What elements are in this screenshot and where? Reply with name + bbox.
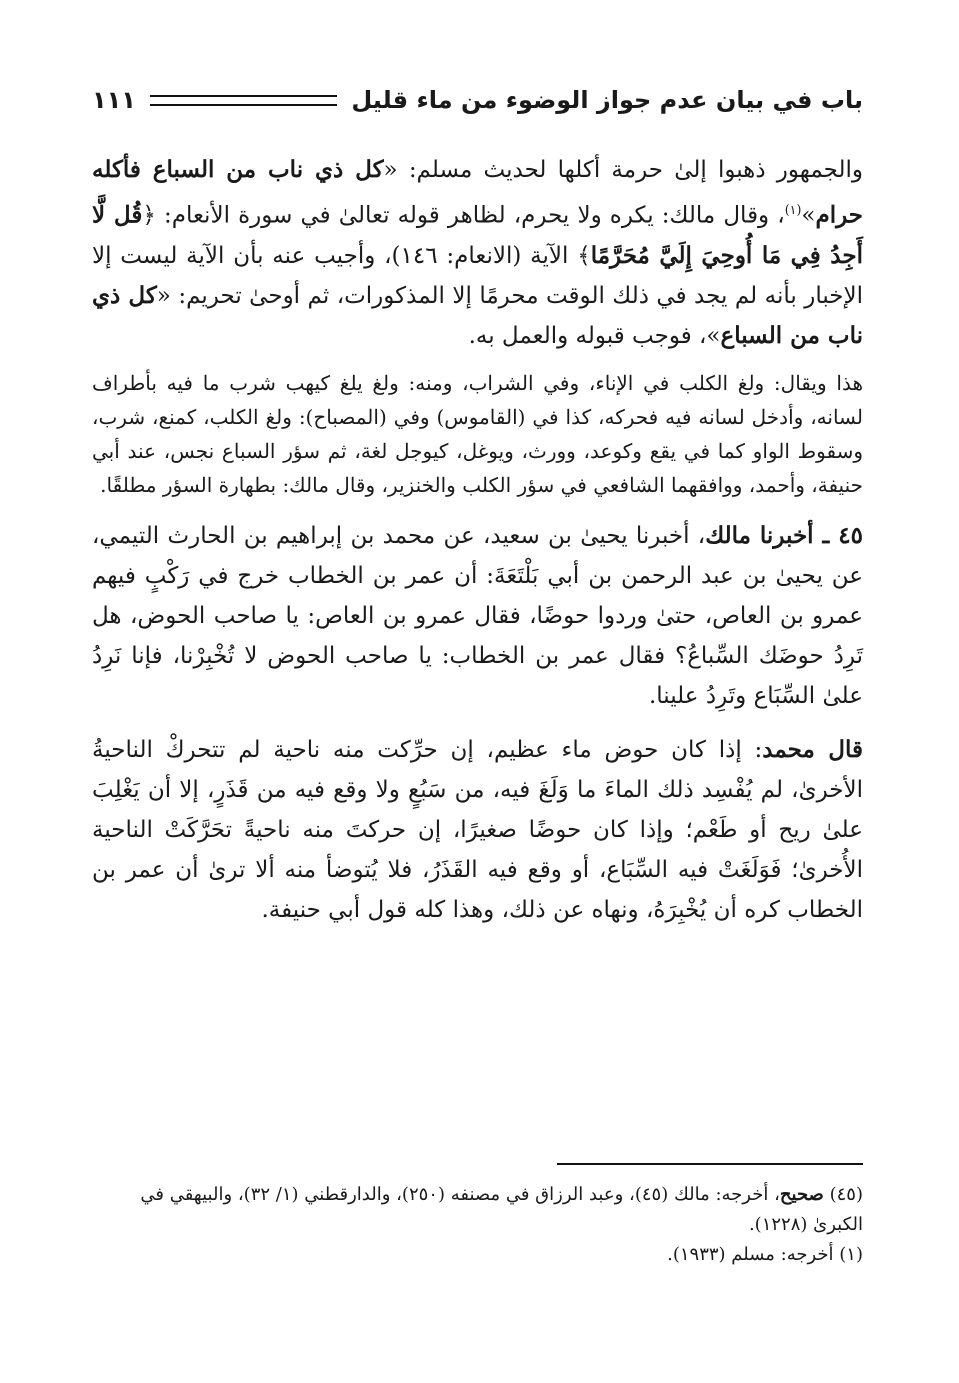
footnote-reference: (١) (784, 202, 802, 217)
paragraph-muhammad-commentary (92, 730, 863, 930)
paragraph-text: ، أخبرنا يحيىٰ بن سعيد، عن محمد بن إبراهيم بن الحارث التيمي، عن يحيىٰ بن عبد الرحمن بن أبي بَلْتَعَةَ: أن عمر بن الخطاب خرج في رَكْبٍ فيهم عمرو بن العاص، حتىٰ وردوا حوضًا، فقال عمرو بن العاص: يا صاحب الحوض، هل تَرِدُ حوضَك السِّباعُ؟ فقال عمر بن الخطاب: يا صاحب الحوض لا تُخْبِرْنا، فإنا نَرِدُ علىٰ السِّبَاع وتَرِدُ علينا. (92, 522, 863, 709)
hadith-quote: كل ذي ناب من السباع فأكله حرام (92, 156, 864, 229)
paragraph-hadith-45 (92, 516, 863, 716)
footnotes (92, 1180, 863, 1270)
footnote-text: ، أخرجه: مالك (٤٥)، وعبد الرزاق في مصنفه (٢٥٠)، والدارقطني (١/ ٣٢)، والبيهقي في الكبرىٰ (١٢٢٨). (140, 1184, 863, 1235)
main-text (92, 150, 863, 930)
paragraph-majority-opinion (92, 150, 863, 356)
paragraph-text: ﴾ الآية (الانعام: ١٤٦)، وأجيب عنه بأن الآية ليست إلا الإخبار بأنه لم يجد في ذلك الوقت محرمًا إلا المذكورات، ثم أوحىٰ تحريم: « (92, 242, 863, 309)
footnote-text: (١) أخرجه: مسلم (١٩٣٣). (667, 1244, 863, 1265)
chapter-title: باب في بيان عدم جواز الوضوء من ماء قليل (351, 86, 863, 114)
footnote-45 (92, 1180, 863, 1240)
paragraph-text: ، وقال مالك: يكره ولا يحرم، لظاهر قوله تعالىٰ في سورة الأنعام: ﴿ (142, 202, 785, 229)
paragraph-text: : إذا كان حوض ماء عظيم، إن حرِّكت منه ناحية لم تتحركْ الناحيةُ الأخرىٰ، لم يُفْسِد ذلك الماءَ ما وَلَغَ فيه، من سَبُعٍ ولا وقع فيه من قَذَرٍ، إلا أن يَغْلِبَ علىٰ ريح أو طَعْم؛ وإذا كان حوضًا صغيرًا، إن حركتَ منه ناحيةً تحَرَّكَتْ الناحية الأُخرىٰ؛ فَوَلَغَتْ فيه السِّبَاع، أو وقع فيه القَذَرُ، فلا يُتوضأ منه ألا ترىٰ أن عمر بن الخطاب كره أن يُخْبِرَهُ، ونهاه عن ذلك، وهذا كله قول أبي حنيفة. (92, 736, 863, 923)
quran-verse: قُل لَّا أَجِدُ فِي مَا أُوحِيَ إِلَيَّ مُحَرَّمًا (92, 201, 863, 269)
page-header (92, 80, 863, 120)
hadith-quote: كل ذي ناب من السباع (92, 281, 863, 349)
footnote-number: (٤٥) (829, 1184, 863, 1205)
commentary-lead: قال محمد (762, 735, 863, 763)
footnote-separator (557, 1163, 863, 1165)
page-number: ١١١ (92, 86, 136, 114)
paragraph-lexical-note (92, 366, 863, 502)
hadith-number-narrator: ٤٥ ـ أخبرنا مالك (705, 521, 863, 549)
paragraph-text: »، فوجب قبوله والعمل به. (468, 322, 721, 349)
header-double-rule (150, 95, 337, 106)
grading-label: صحيح (779, 1184, 824, 1205)
paragraph-text: » (801, 202, 816, 229)
footnote-1 (92, 1240, 863, 1270)
paragraph-text: هذا ويقال: ولغ الكلب في الإناء، وفي الشراب، ومنه: ولغ يلغ كيهب شرب ما فيه بأطراف لسانه، وأدخل لسانه فيه فحركه، كذا في (القاموس) وفي (المصباح): ولغ الكلب، كمنع، شرب، وسقوط الواو كما في يقع وكوعد، وورث، ويوغل، كيوجل لغة، ثم سؤر السباع نجس، عند أبي حنيفة، وأحمد، ووافقهما الشافعي في سؤر الكلب والخنزير، وقال مالك: بطهارة السؤر مطلقًا. (92, 370, 863, 497)
paragraph-text: والجمهور ذهبوا إلىٰ حرمة أكلها لحديث مسلم: « (383, 157, 864, 183)
